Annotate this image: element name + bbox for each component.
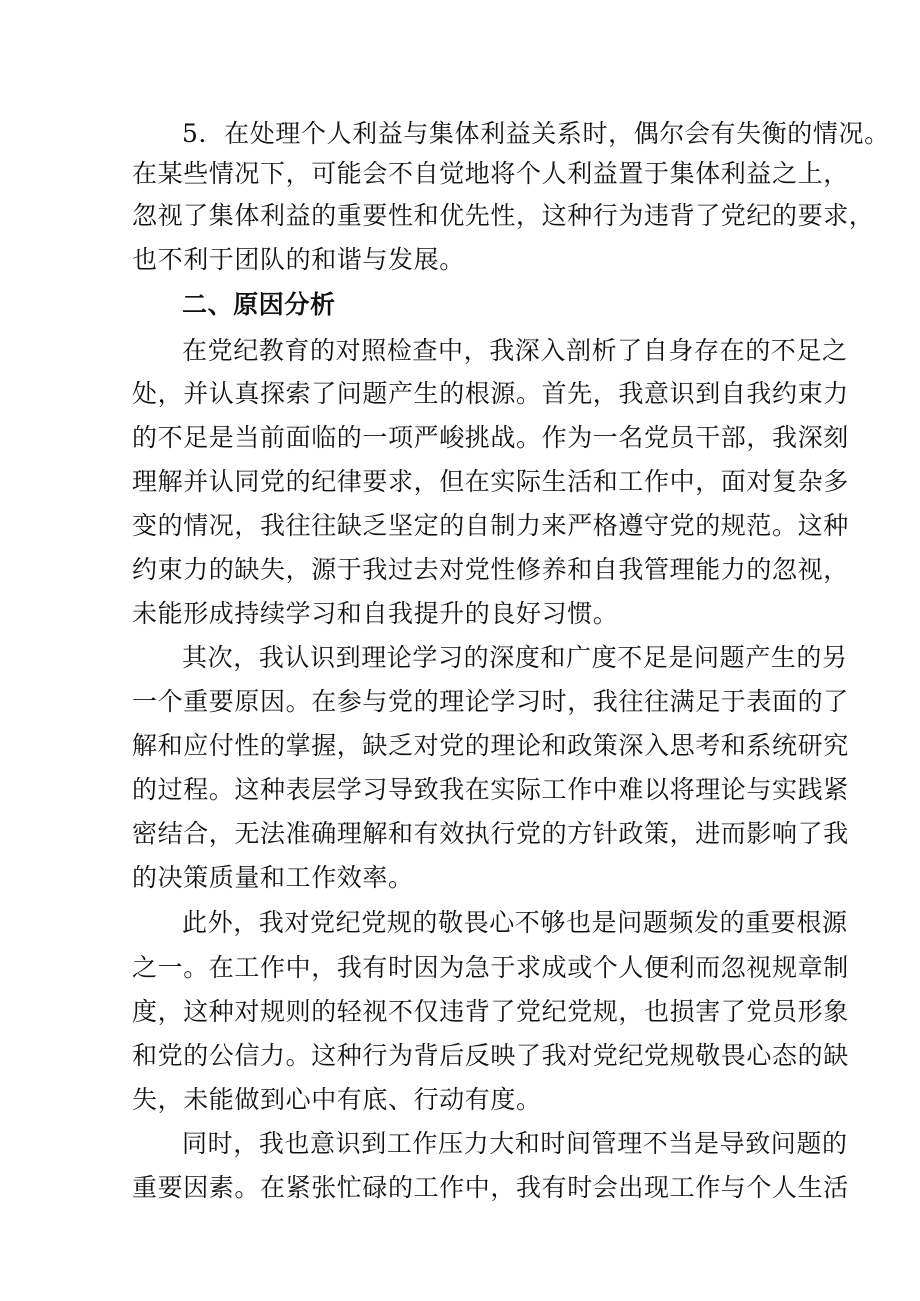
text-line: 重要因素。在紧张忙碌的工作中，我有时会出现工作与个人生活 xyxy=(132,1173,849,1202)
text-line: 密结合，无法准确理解和有效执行党的方针政策，进而影响了我 xyxy=(132,819,849,848)
text-line: 解和应付性的掌握，缺乏对党的理论和政策深入思考和系统研究 xyxy=(132,731,849,760)
text-line: 忽视了集体利益的重要性和优先性，这种行为违背了党纪的要求， xyxy=(132,201,875,230)
text-line: 度，这种对规则的轻视不仅违背了党纪党规，也损害了党员形象 xyxy=(132,997,849,1026)
paragraph-first-line: 其次，我认识到理论学习的深度和广度不足是问题产生的另 xyxy=(182,643,848,672)
text-line: 和党的公信力。这种行为背后反映了我对党纪党规敬畏心态的缺 xyxy=(132,1041,849,1070)
text-line: 理解并认同党的纪律要求，但在实际生活和工作中，面对复杂多 xyxy=(132,467,849,496)
text-line: 的过程。这种表层学习导致我在实际工作中难以将理论与实践紧 xyxy=(132,775,849,804)
text-line: 在某些情况下，可能会不自觉地将个人利益置于集体利益之上， xyxy=(132,159,849,188)
text-line: 的不足是当前面临的一项严峻挑战。作为一名党员干部，我深刻 xyxy=(132,423,849,452)
text-line: 也不利于团队的和谐与发展。 xyxy=(132,245,465,274)
paragraph-first-line: 此外，我对党纪党规的敬畏心不够也是问题频发的重要根源 xyxy=(182,908,848,937)
text-line: 之一。在工作中，我有时因为急于求成或个人便利而忽视规章制 xyxy=(132,953,849,982)
text-line: 5．在处理个人利益与集体利益关系时，偶尔会有失衡的情况。 xyxy=(182,119,890,148)
paragraph-first-line: 同时，我也意识到工作压力大和时间管理不当是导致问题的 xyxy=(182,1129,848,1158)
text-line: 处，并认真探索了问题产生的根源。首先，我意识到自我约束力 xyxy=(132,379,849,408)
text-line: 一个重要原因。在参与党的理论学习时，我往往满足于表面的了 xyxy=(132,687,849,716)
text-line: 变的情况，我往往缺乏坚定的自制力来严格遵守党的规范。这种 xyxy=(132,511,849,540)
text-line: 未能形成持续学习和自我提升的良好习惯。 xyxy=(132,599,619,628)
text-line: 的决策质量和工作效率。 xyxy=(132,863,414,892)
text-line: 失，未能做到心中有底、行动有度。 xyxy=(132,1085,542,1114)
paragraph-first-line: 在党纪教育的对照检查中，我深入剖析了自身存在的不足之 xyxy=(182,336,848,365)
text-line: 约束力的缺失，源于我过去对党性修养和自我管理能力的忽视， xyxy=(132,555,849,584)
section-heading: 二、原因分析 xyxy=(182,290,336,319)
